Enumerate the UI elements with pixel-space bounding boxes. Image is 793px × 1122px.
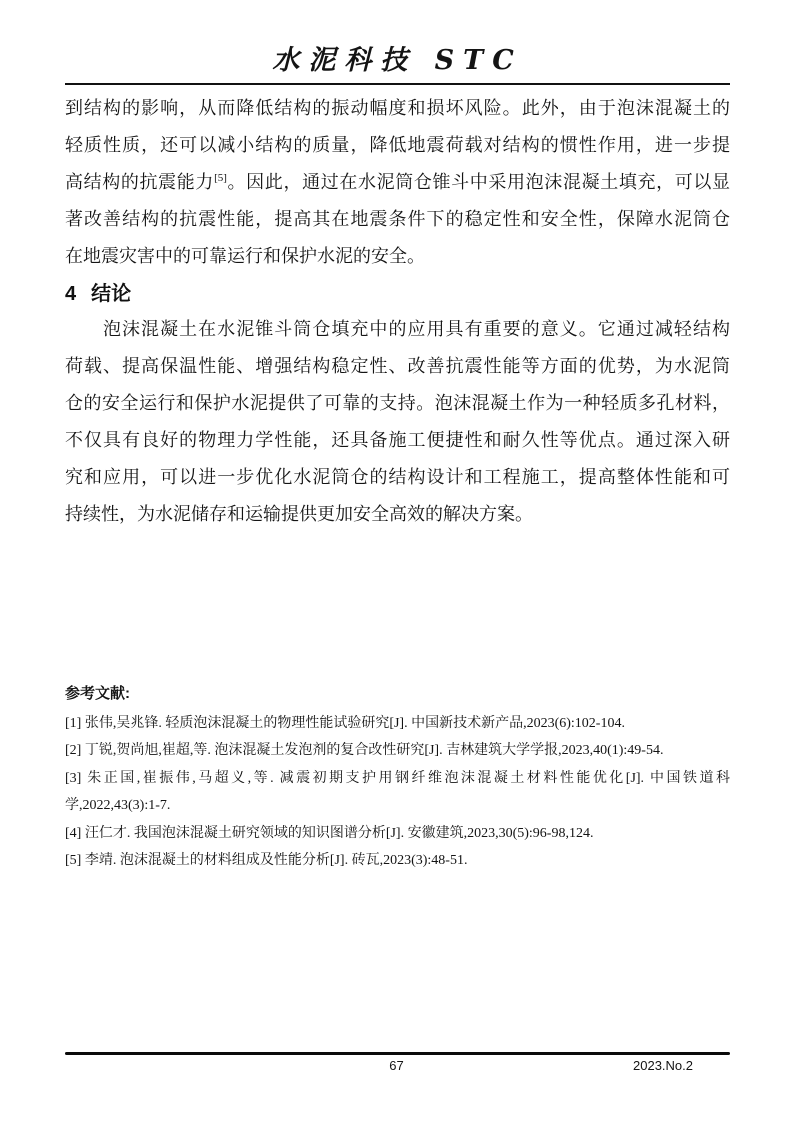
reference-line: [1] 张伟,吴兆锋. 轻质泡沫混凝土的物理性能试验研究[J]. 中国新技术新产品,2023(6):102-104. (65, 716, 625, 731)
body-line: 在地震灾害中的可靠运行和保护水泥的安全。 (65, 246, 425, 266)
page-number: 67 (389, 1058, 404, 1073)
footer-rule (65, 1052, 730, 1055)
body-line: 到结构的影响，从而降低结构的振动幅度和损坏风险。此外，由于泡沫混凝土的 (65, 98, 730, 118)
paragraph-continuation (65, 90, 730, 275)
body-line: 荷载、提高保温性能、增强结构稳定性、改善抗震性能等方面的优势，为水泥筒 (65, 356, 730, 376)
reference-item (65, 765, 730, 820)
body-text: 高结构的抗震能力 (65, 172, 215, 192)
issue-label: 2023.No.2 (633, 1058, 693, 1073)
header-rule (65, 83, 730, 85)
body-line-with-citation (65, 164, 730, 201)
body-line: 轻质性质，还可以减小结构的质量，降低地震荷载对结构的惯性作用，进一步提 (65, 135, 730, 155)
reference-line: [2] 丁锐,贺尚旭,崔超,等. 泡沫混凝土发泡剂的复合改性研究[J]. 吉林建筑大学学报,2023,40(1):49-54. (65, 743, 664, 759)
body-line: 究和应用，可以进一步优化水泥筒仓的结构设计和工程施工，提高整体性能和可 (65, 467, 730, 487)
paragraph-conclusion (65, 311, 730, 533)
body-line: 不仅具有良好的物理力学性能，还具备施工便捷性和耐久性等优点。通过深入研 (65, 430, 730, 450)
reference-item (65, 710, 730, 737)
reference-item (65, 737, 730, 764)
reference-item (65, 847, 730, 874)
body-line: 著改善结构的抗震性能，提高其在地震条件下的稳定性和安全性，保障水泥筒仓 (65, 209, 730, 229)
reference-line: [4] 汪仁才. 我国泡沫混凝土研究领域的知识图谱分析[J]. 安徽建筑,2023,30(5):96-98,124. (65, 825, 594, 841)
references-section (65, 683, 730, 874)
body-line: 泡沫混凝土在水泥锥斗筒仓填充中的应用具有重要的意义。它通过减轻结构 (103, 319, 730, 339)
reference-line: [3] 朱正国,崔振伟,马超义,等. 减震初期支护用钢纤维泡沫混凝土材料性能优化[J]. 中国铁道科 (65, 770, 730, 786)
references-list (65, 710, 730, 874)
reference-line: 学,2022,43(3):1-7. (65, 798, 171, 814)
references-heading: 参考文献: (65, 685, 130, 702)
citation-superscript-5: [5] (214, 172, 227, 184)
page-content (65, 86, 730, 874)
section-heading-conclusion (65, 278, 730, 311)
page-header (65, 0, 730, 85)
section-title: 结论 (91, 283, 132, 305)
reference-line: [5] 李靖. 泡沫混凝土的材料组成及性能分析[J]. 砖瓦,2023(3):48-51. (65, 853, 468, 869)
section-number: 4 (65, 283, 77, 305)
reference-item (65, 820, 730, 847)
journal-title: 水泥科技 STC (272, 45, 523, 76)
body-line: 持续性，为水泥储存和运输提供更加安全高效的解决方案。 (65, 504, 533, 524)
body-line: 仓的安全运行和保护水泥提供了可靠的支持。泡沫混凝土作为一种轻质多孔材料， (65, 393, 730, 413)
body-text: 。因此，通过在水泥筒仓锥斗中采用泡沫混凝土填充，可以显 (226, 172, 731, 192)
